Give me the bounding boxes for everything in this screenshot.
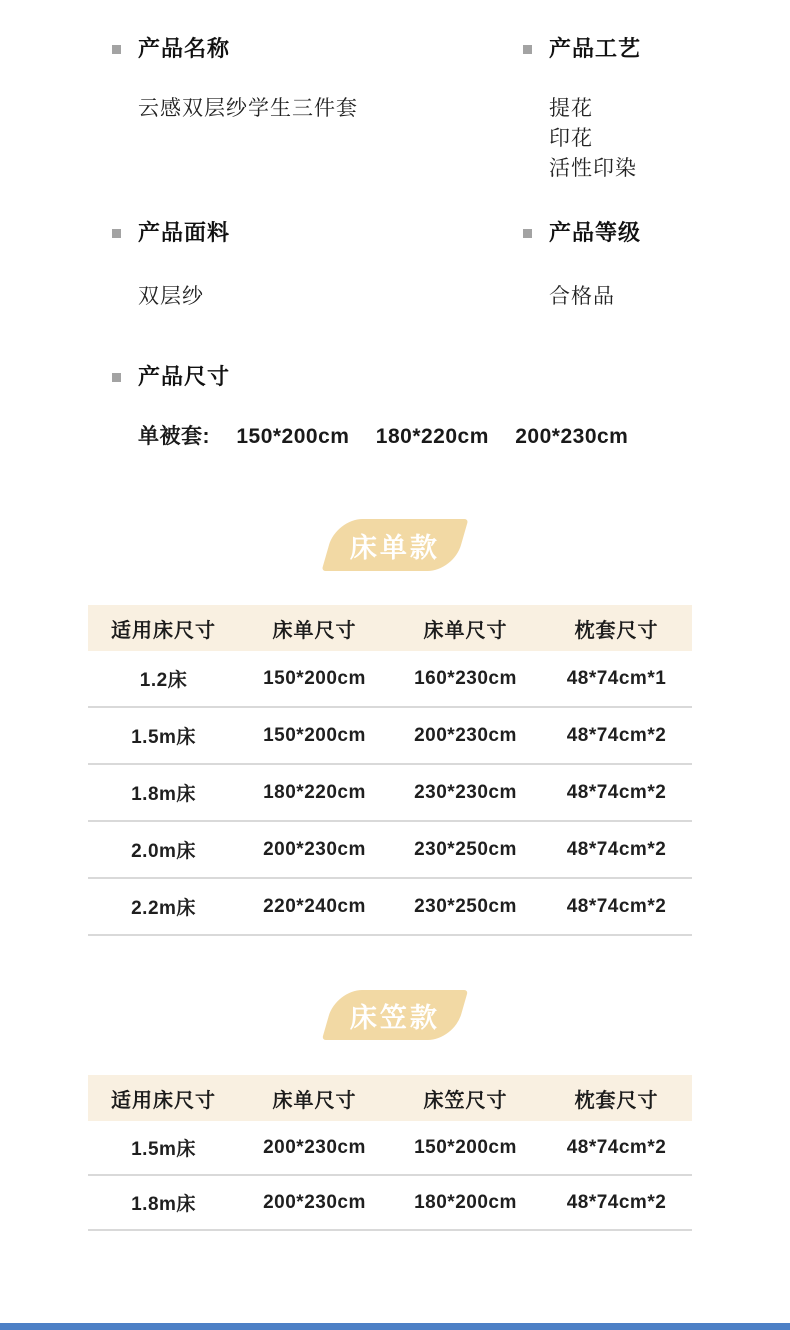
duvet-size-line (138, 420, 628, 450)
column-header: 床笠尺寸 (423, 1089, 508, 1112)
column-header: 适用床尺寸 (111, 619, 216, 642)
table-row (88, 879, 692, 936)
table-cell: 160*230cm (414, 667, 517, 689)
table-row (88, 1176, 692, 1231)
table-cell: 230*230cm (414, 781, 517, 803)
table-cell: 200*230cm (414, 724, 517, 746)
product-craft-label: 产品工艺 (549, 36, 642, 61)
duvet-size-option: 200*230cm (515, 425, 629, 448)
table-cell: 150*200cm (263, 667, 366, 689)
table-cell: 230*250cm (414, 838, 517, 860)
table-cell: 180*200cm (414, 1191, 517, 1213)
duvet-size-option: 180*220cm (375, 425, 489, 448)
square-bullet-icon (523, 45, 532, 54)
table-cell: 1.5m床 (131, 727, 196, 748)
table-cell: 1.5m床 (131, 1139, 196, 1160)
table-cell: 220*240cm (263, 895, 366, 917)
square-bullet-icon (112, 45, 121, 54)
table-cell: 48*74cm*2 (566, 724, 667, 746)
section-title (523, 220, 641, 246)
table-cell: 150*200cm (263, 724, 366, 746)
table-row (88, 708, 692, 765)
sheet-style-badge-label: 床单款 (350, 532, 440, 563)
duvet-size-label: 单被套: (138, 425, 210, 448)
sheet-style-badge (322, 519, 469, 571)
square-bullet-icon (523, 229, 532, 238)
table-row (88, 1121, 692, 1176)
product-grade-value: 合格品 (549, 285, 615, 308)
table-cell: 48*74cm*2 (566, 1191, 667, 1213)
table-cell: 1.8m床 (131, 784, 196, 805)
table-cell: 2.2m床 (131, 898, 196, 919)
section-product-grade (523, 220, 641, 312)
next-section-blue-edge (0, 1323, 790, 1330)
product-name-value: 云感双层纱学生三件套 (138, 97, 358, 120)
sheet-size-table (88, 605, 692, 936)
product-grade-label: 产品等级 (549, 220, 642, 245)
duvet-size-option: 150*200cm (236, 425, 350, 448)
square-bullet-icon (112, 229, 121, 238)
table-cell: 230*250cm (414, 895, 517, 917)
fitted-size-table (88, 1075, 692, 1231)
table-cell: 48*74cm*2 (566, 895, 667, 917)
craft-item: 提花 (549, 97, 593, 120)
craft-item: 印花 (549, 127, 593, 150)
product-size-label: 产品尺寸 (138, 364, 231, 389)
table-cell: 200*230cm (263, 1191, 366, 1213)
fitted-style-badge-label: 床笠款 (350, 1002, 440, 1033)
column-header: 床单尺寸 (272, 619, 357, 642)
section-product-size (112, 364, 628, 450)
table-cell: 1.2床 (139, 670, 188, 691)
table-cell: 48*74cm*1 (566, 667, 667, 689)
column-header: 床单尺寸 (423, 619, 508, 642)
section-product-name (112, 36, 358, 124)
table-cell: 200*230cm (263, 838, 366, 860)
table-cell: 1.8m床 (131, 1194, 196, 1215)
craft-item: 活性印染 (549, 157, 637, 180)
section-title (112, 36, 358, 62)
table-header-row (88, 605, 692, 651)
fitted-style-badge (322, 990, 468, 1040)
product-fabric-value: 双层纱 (138, 285, 204, 308)
column-header: 枕套尺寸 (574, 1089, 659, 1112)
column-header: 床单尺寸 (272, 1089, 357, 1112)
product-name-label: 产品名称 (138, 36, 231, 61)
section-title (112, 220, 230, 246)
column-header: 适用床尺寸 (111, 1089, 216, 1112)
table-cell: 180*220cm (263, 781, 366, 803)
table-row (88, 651, 692, 708)
section-product-fabric (112, 220, 230, 312)
section-title (523, 36, 641, 62)
table-cell: 48*74cm*2 (566, 781, 667, 803)
table-cell: 48*74cm*2 (566, 1136, 667, 1158)
table-cell: 150*200cm (414, 1136, 517, 1158)
product-fabric-label: 产品面料 (138, 220, 231, 245)
section-product-craft (523, 36, 641, 184)
table-row (88, 822, 692, 879)
product-craft-values (549, 94, 641, 184)
square-bullet-icon (112, 373, 121, 382)
table-cell: 48*74cm*2 (566, 838, 667, 860)
table-header-row (88, 1075, 692, 1121)
section-title (112, 364, 628, 390)
column-header: 枕套尺寸 (574, 619, 659, 642)
table-cell: 200*230cm (263, 1136, 366, 1158)
table-row (88, 765, 692, 822)
table-cell: 2.0m床 (131, 841, 196, 862)
